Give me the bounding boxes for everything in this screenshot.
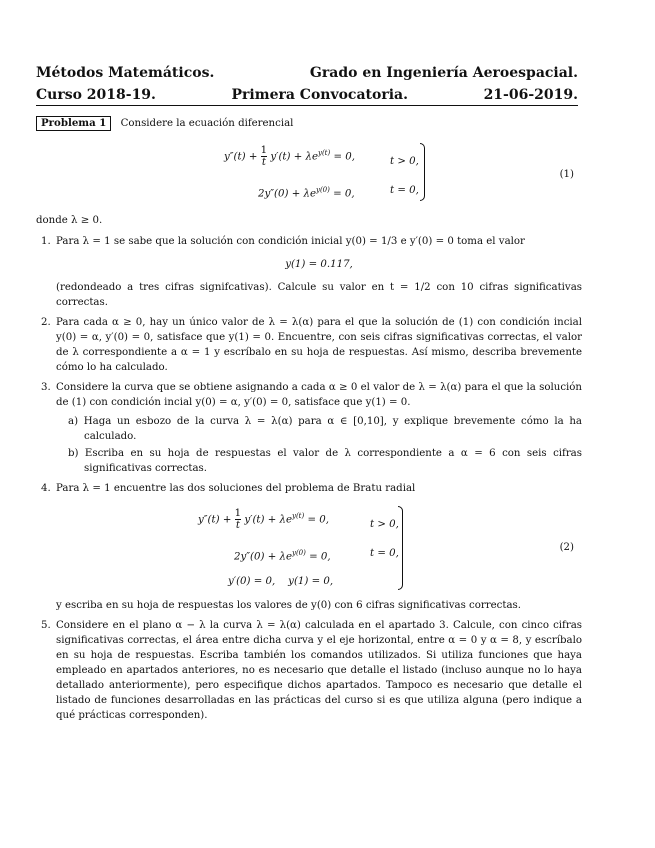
equation-1 — [36, 141, 582, 207]
eq1-line-2: $2y''(0) + \lambda e^{y(0)} = 0$, — [258, 186, 355, 200]
eq1-line-1: y″(t) + $\frac{1}{t}$ $y'(t) + \lambda e^{y(t)} = 0$, — [224, 145, 355, 168]
eq2-brace — [398, 506, 403, 590]
q3-subitems — [56, 414, 582, 476]
problem-body — [36, 116, 582, 728]
header-row-2 — [36, 84, 578, 106]
eq1-cond-2: t = 0, — [390, 185, 419, 196]
header-rule — [36, 105, 578, 106]
problem-label: Problema 1 — [36, 116, 111, 131]
course-name: Métodos Matemáticos. — [36, 65, 215, 81]
eq2-line-3: y′(0) = 0, y(1) = 0, — [228, 576, 334, 587]
exam-session: Primera Convocatoria. — [231, 87, 408, 103]
q1-equation: y(1) = 0.117, — [285, 259, 353, 270]
question-3: 3. Considere la curva que se obtiene asignando a cada α ≥ 0 el valor de λ = λ(α) para el que la solución de (1) con condición incial y(0) = α, y′(0) = 0, satisface que y(1) = 0. a) Haga un esbozo de la curva λ = λ(α) para α ∈ [0,10], y explique brevemente cómo la ha calculado. b) Escriba en su hoja de respuestas el valor de λ correspondiente a α = 6 con seis cifras significativas correctas. — [54, 380, 582, 476]
eq1-brace — [420, 143, 425, 201]
exam-header — [36, 62, 578, 106]
question-5: 5. Considere en el plano α − λ la curva λ = λ(α) calculada en el apartado 3. Calcule, con cinco cifras significativas correctas, el área entre dicha curva y el eje horizontal, entre α = 0 y α = 8, y escríbalo en su hoja de respuestas. Escriba también los comandos utilizados. Si utiliza funciones que haya empleado en apartados anteriores, no es necesario que detalle el listado (incluso aunque no lo haya detallado anteriormente), pero especifique dichos apartados. Tampoco es necesario que detalle el listado de funciones desarrolladas en las prácticas del curso si es que utiliza alguna (pero indique a qué prácticas corresponden). — [54, 618, 582, 723]
question-4: 4. Para λ = 1 encuentre las dos soluciones del problema de Bratu radial y″(t) + $\frac{1}{t}$ $y'(t) + \lambda e^{y(t)} = 0$, t > 0, $2y''(0) + \lambda e^{y(0)} = 0$, t = 0, y′(0) = 0, y(1) = 0, (2) y escriba en su hoja de respuestas los valores de y(0) con 6 cifras significativas correctas. — [54, 481, 582, 613]
exam-date: 21-06-2019. — [483, 87, 578, 103]
eq2-cond-1: t > 0, — [370, 519, 399, 530]
eq2-line-1: y″(t) + $\frac{1}{t}$ $y'(t) + \lambda e^{y(t)} = 0$, — [198, 508, 329, 531]
problem-intro — [36, 116, 582, 131]
eq2-cond-2: t = 0, — [370, 548, 399, 559]
problem-intro-text: Considere la ecuación diferencial — [120, 118, 294, 129]
eq2-tag: (2) — [559, 542, 574, 553]
question-3a: a) Haga un esbozo de la curva λ = λ(α) para α ∈ [0,10], y explique brevemente cómo la ha calculado. — [68, 416, 582, 442]
equation-2 — [56, 504, 582, 594]
header-row-1 — [36, 62, 578, 84]
question-2: 2. Para cada α ≥ 0, hay un único valor de λ = λ(α) para el que la solución de (1) con condición incial y(0) = α, y′(0) = 0, satisface que y(1) = 0. Encuentre, con seis cifras significativas correctas, el valor de λ correspondiente a α = 1 y escríbalo en su hoja de respuestas. Así mismo, describa brevemente cómo lo ha calculado. — [54, 315, 582, 375]
eq1-cond-1: t > 0, — [390, 156, 419, 167]
eq1-tag: (1) — [559, 169, 574, 180]
lambda-condition: donde λ ≥ 0. — [36, 215, 103, 226]
question-3b: b) Escriba en su hoja de respuestas el valor de λ correspondiente a α = 6 con seis cifras significativas correctas. — [68, 448, 582, 474]
question-list — [36, 234, 582, 723]
academic-year: Curso 2018-19. — [36, 87, 156, 103]
eq2-line-2: $2y''(0) + \lambda e^{y(0)} = 0$, — [234, 549, 331, 563]
question-1: 1. Para λ = 1 se sabe que la solución con condición inicial y(0) = 1/3 e y′(0) = 0 toma el valor y(1) = 0.117, (redondeado a tres cifras signifcativas). Calcule su valor en t = 1/2 con 10 cifras significativas correctas. — [54, 234, 582, 310]
degree-name: Grado en Ingeniería Aeroespacial. — [309, 65, 578, 81]
